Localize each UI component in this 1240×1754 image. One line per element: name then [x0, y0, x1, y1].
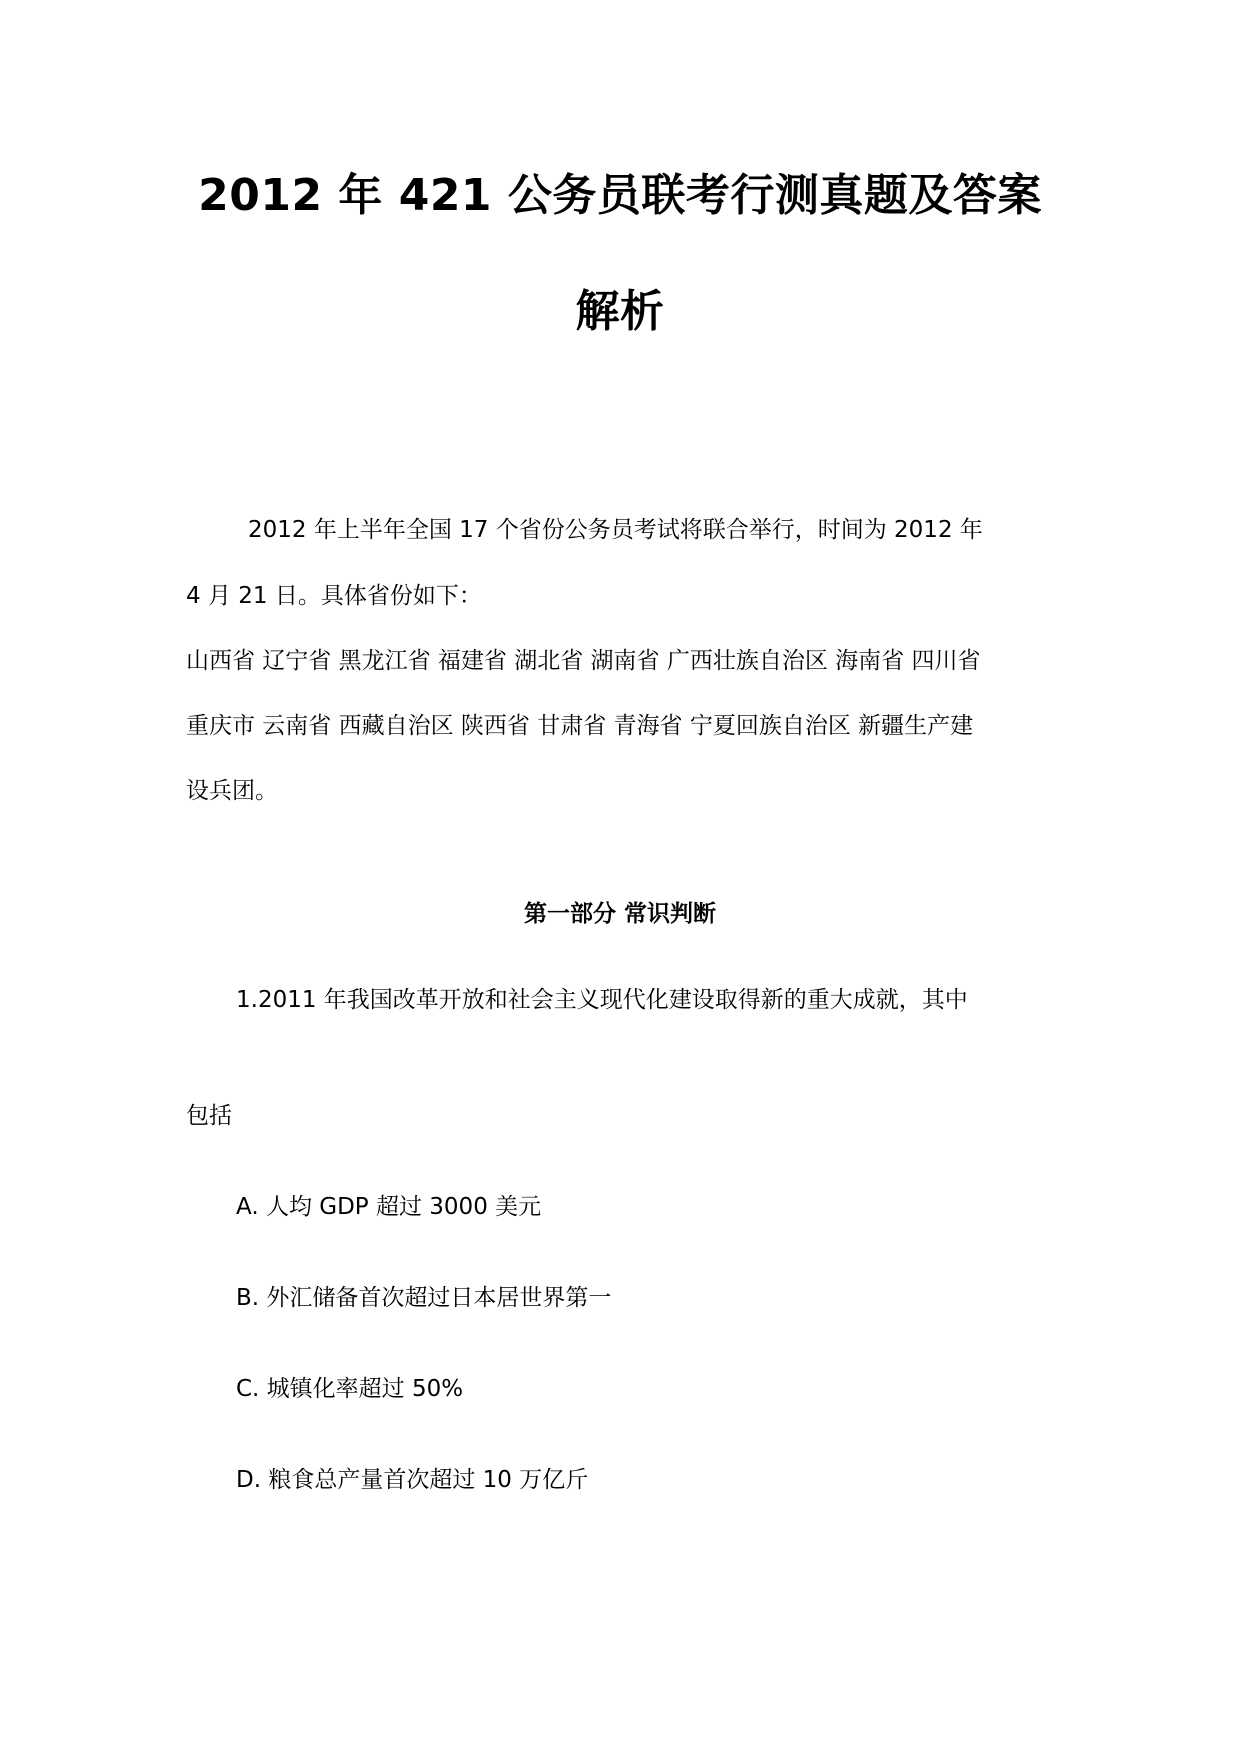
- question-1-stem-line-2: 包括: [186, 1103, 232, 1129]
- document-title-line-1: 2012 年 421 公务员联考行测真题及答案: [198, 170, 1042, 221]
- question-1-option-b: B. 外汇储备首次超过日本居世界第一: [236, 1285, 612, 1311]
- provinces-line-2: 重庆市 云南省 西藏自治区 陕西省 甘肃省 青海省 宁夏回族自治区 新疆生产建: [186, 713, 974, 739]
- intro-line-2: 4 月 21 日。具体省份如下：: [186, 583, 482, 609]
- provinces-line-3: 设兵团。: [186, 778, 278, 804]
- question-1-option-a: A. 人均 GDP 超过 3000 美元: [236, 1194, 542, 1220]
- question-1-stem-line-1: 1.2011 年我国改革开放和社会主义现代化建设取得新的重大成就，其中: [236, 987, 968, 1013]
- intro-line-1: 2012 年上半年全国 17 个省份公务员考试将联合举行，时间为 2012 年: [248, 517, 983, 543]
- question-1-option-c: C. 城镇化率超过 50%: [236, 1376, 464, 1402]
- document-title-line-2: 解析: [575, 286, 665, 337]
- provinces-line-1: 山西省 辽宁省 黑龙江省 福建省 湖北省 湖南省 广西壮族自治区 海南省 四川省: [186, 648, 981, 674]
- question-1-option-d: D. 粮食总产量首次超过 10 万亿斤: [236, 1467, 589, 1493]
- section-heading: 第一部分 常识判断: [523, 901, 716, 927]
